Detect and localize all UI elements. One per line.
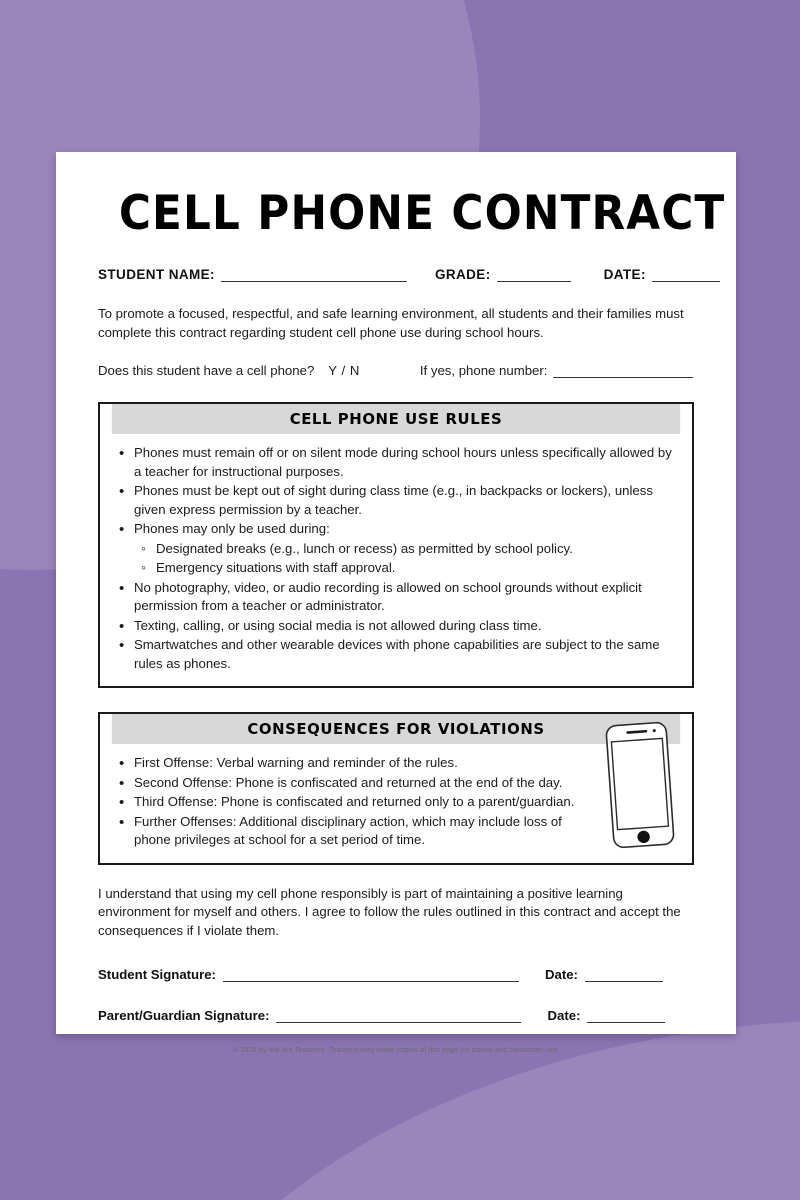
list-item xyxy=(114,617,678,635)
consequences-section-body xyxy=(100,744,692,862)
list-item xyxy=(114,579,678,616)
list-item: • Second Offense: Phone is confiscated and returned at the end of the day. xyxy=(114,774,582,792)
student-name-input[interactable] xyxy=(221,269,407,282)
closing-paragraph: I understand that using my cell phone responsibly is part of maintaining a positive learning environment for myself and others. I agree to follow the rules outlined in this contract and accept the consequences if I violate them. xyxy=(98,885,681,939)
list-item: • Further Offenses: Additional disciplinary action, which may include loss of phone privileges at school for a set period of time. xyxy=(114,813,582,850)
identity-row xyxy=(98,267,694,282)
list-item xyxy=(114,520,678,538)
phone-question-row xyxy=(98,363,694,378)
list-item: • Third Offense: Phone is confiscated and returned only to a parent/guardian. xyxy=(114,793,582,811)
parent-signature-date-input[interactable] xyxy=(587,1010,665,1023)
date-label: DATE: xyxy=(603,267,646,282)
student-name-label: STUDENT NAME: xyxy=(98,267,215,282)
rule-text: Texting, calling, or using social media is not allowed during class time. xyxy=(134,617,542,633)
consequences-section-header: CONSEQUENCES FOR VIOLATIONS xyxy=(112,714,680,744)
grade-label: GRADE: xyxy=(434,267,491,282)
copyright-footer: © 2025 by We Are Teachers. Teachers may make copies of this page for school and classroom use. xyxy=(232,1044,560,1054)
parent-signature-label: Parent/Guardian Signature: xyxy=(98,1007,270,1023)
student-signature-date-input[interactable] xyxy=(585,969,663,982)
rule-text: Smartwatches and other wearable devices with phone capabilities are subject to the same rules as phones. xyxy=(134,637,660,671)
rule-text: Phones must be kept out of sight during class time (e.g., in backpacks or lockers), unless given express permission by a teacher. xyxy=(134,483,653,517)
grade-input[interactable] xyxy=(497,269,571,282)
student-name-field[interactable] xyxy=(98,267,407,282)
rules-list xyxy=(114,444,678,538)
contract-page xyxy=(56,152,736,1054)
list-item: ◦ Emergency situations with staff approval. xyxy=(114,559,678,577)
list-item xyxy=(114,636,678,673)
rules-list-continued xyxy=(114,579,678,673)
date-field[interactable] xyxy=(604,267,720,282)
page-title: CELL PHONE CONTRACT xyxy=(118,186,726,241)
rules-sublist xyxy=(114,540,678,578)
consequences-list xyxy=(114,754,582,849)
list-item xyxy=(114,482,678,519)
cell-phone-use-rules-section xyxy=(98,402,694,688)
student-signature-row xyxy=(98,967,694,982)
list-item: • First Offense: Verbal warning and reminder of the rules. xyxy=(114,754,582,772)
phone-question-label: Does this student have a cell phone? xyxy=(98,363,315,379)
rule-text: Phones must remain off or on silent mode during school hours unless specifically allowed by a teacher for instructional purposes. xyxy=(134,445,672,479)
rule-text: Phones may only be used during: xyxy=(134,521,330,537)
list-item: ◦ Designated breaks (e.g., lunch or recess) as permitted by school policy. xyxy=(114,540,678,558)
date-input[interactable] xyxy=(652,269,720,282)
parent-signature-date-label: Date: xyxy=(547,1007,581,1023)
rules-section-body xyxy=(100,434,692,686)
yes-no-option[interactable]: Y / N xyxy=(328,363,360,379)
rule-text: No photography, video, or audio recording is allowed on school grounds without explicit permission from a teacher or administrator. xyxy=(134,579,642,614)
if-yes-label: If yes, phone number: xyxy=(419,363,548,379)
list-item xyxy=(114,444,678,481)
student-signature-date-label: Date: xyxy=(544,966,578,982)
student-signature-input[interactable] xyxy=(223,969,519,982)
rules-section-header: CELL PHONE USE RULES xyxy=(112,404,680,434)
phone-number-input[interactable] xyxy=(553,366,693,378)
consequences-for-violations-section xyxy=(98,712,694,864)
parent-signature-input[interactable] xyxy=(276,1010,521,1023)
student-signature-label: Student Signature: xyxy=(98,966,216,982)
parent-signature-row xyxy=(98,1008,694,1023)
intro-paragraph: To promote a focused, respectful, and safe learning environment, all students and their families must complete this contract regarding student cell phone use during school hours. xyxy=(98,306,684,340)
grade-field[interactable] xyxy=(435,267,571,282)
